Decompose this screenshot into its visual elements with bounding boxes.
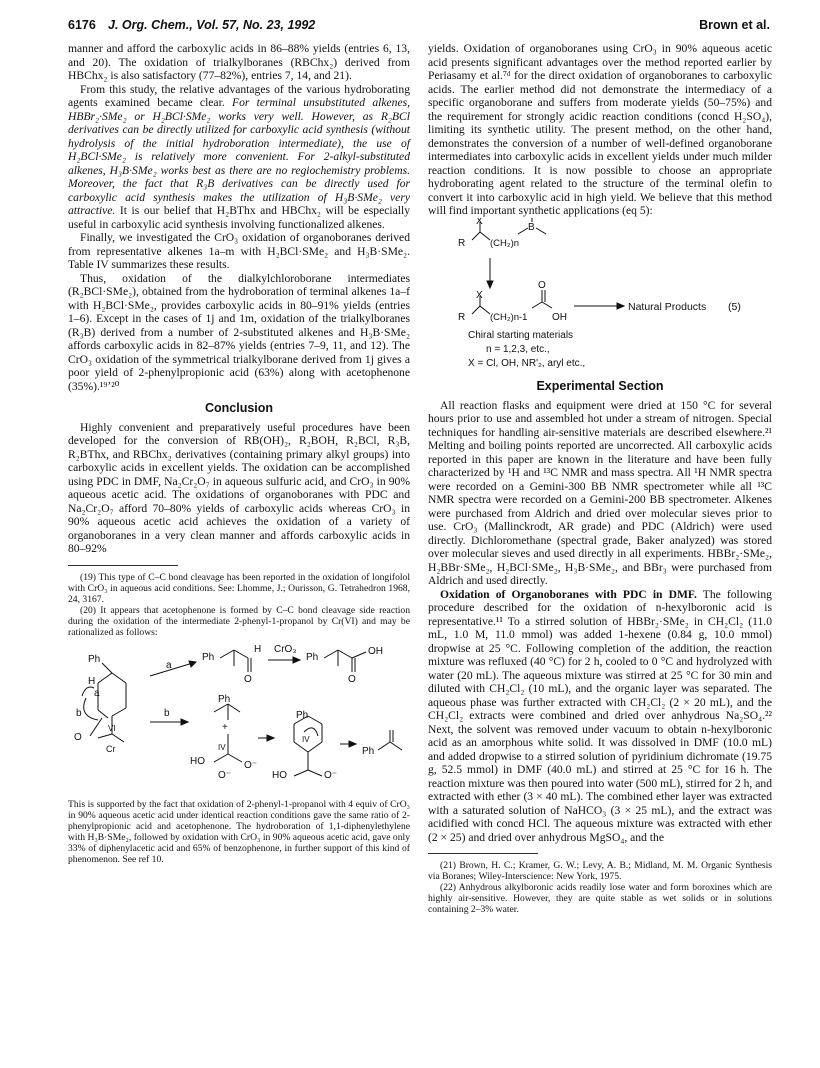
label-ph-5: Ph [296, 709, 309, 721]
section-heading-conclusion: Conclusion [204, 401, 274, 415]
footnote-rule [428, 853, 538, 854]
label-o: O [74, 731, 82, 743]
paragraph-experimental: All reaction flasks and equipment were dried at 150 °C for several hours prior to use and assembled hot under a stream of nitrogen. Special techniques for handling air-sensitive materials are described elsewhere.²¹ Melting and boiling points reported are uncorrected. All carboxylic acids reported in this paper are known in the literature and have been fully characterized by ¹H and ¹³C NMR and mass spectra. All ¹H NMR spectra were recorded on a Gemini-300 BB NMR spectrometer while all ¹³C NMR spectra were recorded on a Gemini-200 BB spectrometer. Alkenes were purchased from Aldrich and dried over molecular sieves prior to use. CrO₃ (Mallinckrodt, AR grade) and PDC (Aldrich) were used directly. Dichloromethane (spectral grade, Baker analyzed) was stored over molecular sieves and used directly in all experiments. HBBr₂·SMe₂, H₂BBr·SMe₂, H₂BCl·SMe₂, H₃B·SMe₂, and BBr₃ were purchased from Aldrich and used directly. [428, 398, 772, 587]
label-h: H [88, 675, 96, 687]
run-in-heading: Oxidation of Organoboranes with PDC in DMF. [440, 587, 697, 601]
eq-ch2n: (CH₂)n [490, 237, 520, 249]
label-o-minus-2: O⁻ [218, 769, 232, 781]
footnote-21: (21) Brown, H. C.; Kramer, G. W.; Levy, A. B.; Midland, M. M. Organic Synthesis via Boranes; Wiley-Interscience: New York, 1975. [428, 860, 772, 882]
eq-n-definition: n = 1,2,3, etc., [486, 343, 550, 355]
paragraph-advantages [68, 83, 410, 232]
eq-r-top: R [458, 237, 466, 249]
footnote-19: (19) This type of C–C bond cleavage has been reported in the oxidation of longifolol with CrO₃ in aqueous acid conditions. See: Lhomme, J.; Ourisson, G. Tetrahedron 1968, 24, 3167. [68, 571, 410, 605]
label-ph-2: Ph [202, 651, 215, 663]
eq-x-top: X [476, 217, 483, 227]
paragraph-conclusion: Highly convenient and preparatively useful procedures have been developed for the conversion of RB(OH)₂, R₂BOH, R₂BCl, R₃B, R₂BThx, and RBChx₂ derivatives (containing primary alkyl groups) into carboxylic acids in excellent yields. The oxidation can be accomplished using PDC in DMF, Na₂Cr₂O₇ in aqueous sulfuric acid, and CrO₃ in 90% aqueous acetic acid. The oxidations of organoboranes with PDC and Na₂Cr₂O₇ afford 70–80% yields of carboxylic acids whereas CrO₃ in 90% aqueous acetic acid achieves the oxidation of a variety of organoboranes in a very clean manner and affords carboxylic acids in 80–92% [68, 420, 410, 555]
paragraph: yields. Oxidation of organoboranes using CrO₃ in 90% aqueous acetic acid presents significant advantages over the method reported earlier by Periasamy et al.⁷ᵈ for the direct oxidation of organoboranes to carboxylic acids. The earlier method did not demonstrate the intermediacy of a specific organoborane and suffers from moderate yields (50–75%) and the requirement for strongly acidic reaction conditions (concd H₂SO₄), limiting its synthetic utility. The present method, on the other hand, demonstrates the conversion of a number of well-defined organoborane intermediates into carboxylic acids in excellent yields under much milder reaction conditions. It is now possible to choose an appropriate hydroborating agent related to the structure of the terminal olefin to convert it into carboxylic acid in high yield. We believe that this method will find important synthetic applications (eq 5): [428, 42, 772, 217]
footnote-rule [68, 565, 178, 566]
paragraph: manner and afford the carboxylic acids in 86–88% yields (entries 6, 13, and 20). The oxidation of trialkylboranes (RBChx₂) derived from HBChx₂ is also satisfactory (77–82%), entries 7, 14, and 21). [68, 42, 410, 82]
italic-text: For terminal unsubstituted alkenes, HBBr₂·SMe₂ or H₂BCl·SMe₂ works very well. However, as R₂BCl derivatives can be directly utilized for carboxylic acid synthesis (without hydrolysis of the initial hydroboration intermediate), the use of H₂BCl·SMe₂ is relatively more convenient. For 2-alkyl-substituted alkenes, H₃B·SMe₂ works best as there are no regiochemistry problems. Moreover, the fact that R₃B derivatives can be directly used for carboxylic acid synthesis makes the utilization of H₃B·SMe₂ very attractive. [68, 96, 410, 217]
label-iv-2: IV [302, 734, 310, 744]
eq-ch2n1: (CH₂)n-1 [490, 311, 528, 323]
eq-x-bottom: X [476, 289, 483, 301]
label-o-3: O [348, 673, 356, 685]
label-o-2: O [244, 673, 252, 685]
label-b: b [76, 707, 82, 719]
cleavage-scheme [68, 638, 410, 796]
right-column [428, 42, 772, 915]
section-heading-experimental: Experimental Section [536, 379, 664, 393]
label-ph-3: Ph [306, 651, 319, 663]
paragraph: Thus, oxidation of the dialkylchloroborane intermediates (R₂BCl·SMe₂), obtained from the hydroboration of terminal alkenes 1a–f with H₂BCl·SMe₂, provides carboxylic acids in 80–91% yields (entries 1–6). Except in the cases of 1j and 1m, oxidation of the trialkylboranes (R₃B) derived from a number of 2-substituted alkenes and H₃B·SMe₂ affords carboxylic acids in 82–87% yields (entries 7–9, 11, and 12). The CrO₃ oxidation of the symmetrical trialkylborane derived from 1j gives a poor yield of 2-phenylpropionic acid (63%) along with acetophenone (35%).¹⁹ʼ²⁰ [68, 271, 410, 393]
label-plus: + [222, 721, 228, 733]
label-ho-2: HO [272, 769, 287, 781]
text: The following procedure described for the oxidation of n-hexylboronic acid is representative.¹¹ To a stirred solution of HBBr₂·SMe₂ in CH₂Cl₂ (11.0 mL, 1.0 M, 11.0 mmol) was added 1-hexene (0.84 g, 10.0 mmol) dropwise at 25 °C. Following completion of the addition, the reaction mixture was refluxed (40 °C) for 2 h, cooled to 0 °C and hydrolyzed with water (20 mL). The aqueous mixture was stirred at 25 °C for 30 min and diluted with CH₂Cl₂ (10 mL), and the organic layer was separated. The aqueous phase was further extracted with CH₂Cl₂ (2 × 20 mL), and the CH₂Cl₂ extracts were combined and dried over anhydrous Na₂SO₄.²² Next, the solvent was removed under vacuum to obtain n-hexylboronic acid as an amorphous white solid. It was dissolved in DMF (10.0 mL) and added dropwise to a stirred solution of pyridinium dichromate (19.75 g, 52.5 mmol) in DMF (40.0 mL) and stirred at 25 °C for 16 h. The reaction mixture was then poured into water (500 mL), stirred for 2 h, and extracted with ether (3 × 40 mL). The combined ether layer was extracted with a saturated solution of NaHCO₃ (3 × 25 mL), and the extract was acidified with concd HCl. The aqueous mixture was extracted with ether (2 × 25) and dried over anhydrous MgSO₄, and the [428, 587, 772, 844]
label-h-2: H [254, 643, 262, 655]
label-cro3: CrO₃ [274, 643, 297, 655]
arrow-label-a: a [166, 659, 172, 671]
scheme-caption: This is supported by the fact that oxidation of 2-phenyl-1-propanol with 4 equiv of CrO₃ in 90% aqueous acetic acid under identical reaction conditions gave the same ratio of 2-phenylpropionic acid and acetophenone. The hydroboration of 1,1-diphenylethylene with H₃B·SMe₂, followed by oxidation with CrO₃ in 90% aqueous acetic acid, gave only 33% of diphenylacetic acid and 65% of benzophenone, in further support of this kind of phenomenon. See ref 10. [68, 799, 410, 865]
footnote-22: (22) Anhydrous alkylboronic acids readily lose water and form boroxines which are highly air-sensitive. However, they are quite stable as wet solids or in solutions containing 2–3% water. [428, 882, 772, 915]
eq-oh: OH [552, 311, 567, 323]
running-header [68, 18, 770, 36]
paragraph-pdc-procedure [428, 588, 772, 845]
label-cr: Cr [106, 743, 116, 754]
label-vi: VI [108, 723, 116, 733]
eq-o: O [538, 279, 546, 291]
eq-number: (5) [728, 300, 741, 313]
text: From this study, the relative advantages of the various hydroborating agents examined became clear. [68, 82, 410, 109]
label-oh: OH [368, 645, 383, 657]
label-ph: Ph [88, 653, 101, 665]
label-ho: HO [190, 755, 205, 767]
equation-5-scheme [428, 218, 772, 368]
text: It is our belief that H₂BThx and HBChx₂ will be especially useful in carboxylic acid synthesis involving functionalized alkenes. [68, 204, 410, 231]
arrow-label-b: b [164, 707, 170, 719]
page-number: 6176 [68, 18, 96, 32]
journal-citation: J. Org. Chem., Vol. 57, No. 23, 1992 [108, 18, 316, 32]
eq-b: B [528, 221, 535, 233]
label-ph-4: Ph [218, 693, 231, 705]
paragraph: Finally, we investigated the CrO₃ oxidation of organoboranes derived from representative alkenes 1a–m with H₂BCl·SMe₂ and H₃B·SMe₂. Table IV summarizes these results. [68, 231, 410, 271]
eq-x-definition: X = Cl, OH, NR'₂, aryl etc., [468, 357, 586, 368]
eq-natural-products: Natural Products [628, 300, 707, 313]
label-o-minus: O⁻ [244, 759, 258, 771]
eq-chiral-note: Chiral starting materials [468, 329, 574, 341]
eq-r-bottom: R [458, 311, 466, 323]
label-a: a [94, 687, 100, 699]
left-column [68, 42, 410, 865]
footnote-20: (20) It appears that acetophenone is formed by C–C bond cleavage side reaction during the oxidation of the intermediate 2-phenyl-1-propanol by Cr(VI) and may be rationalized as follows: [68, 604, 410, 638]
label-iv: IV [218, 742, 226, 752]
running-authors: Brown et al. [699, 18, 770, 32]
label-ph-6: Ph [362, 745, 375, 757]
label-o-minus-3: O⁻ [324, 769, 338, 781]
